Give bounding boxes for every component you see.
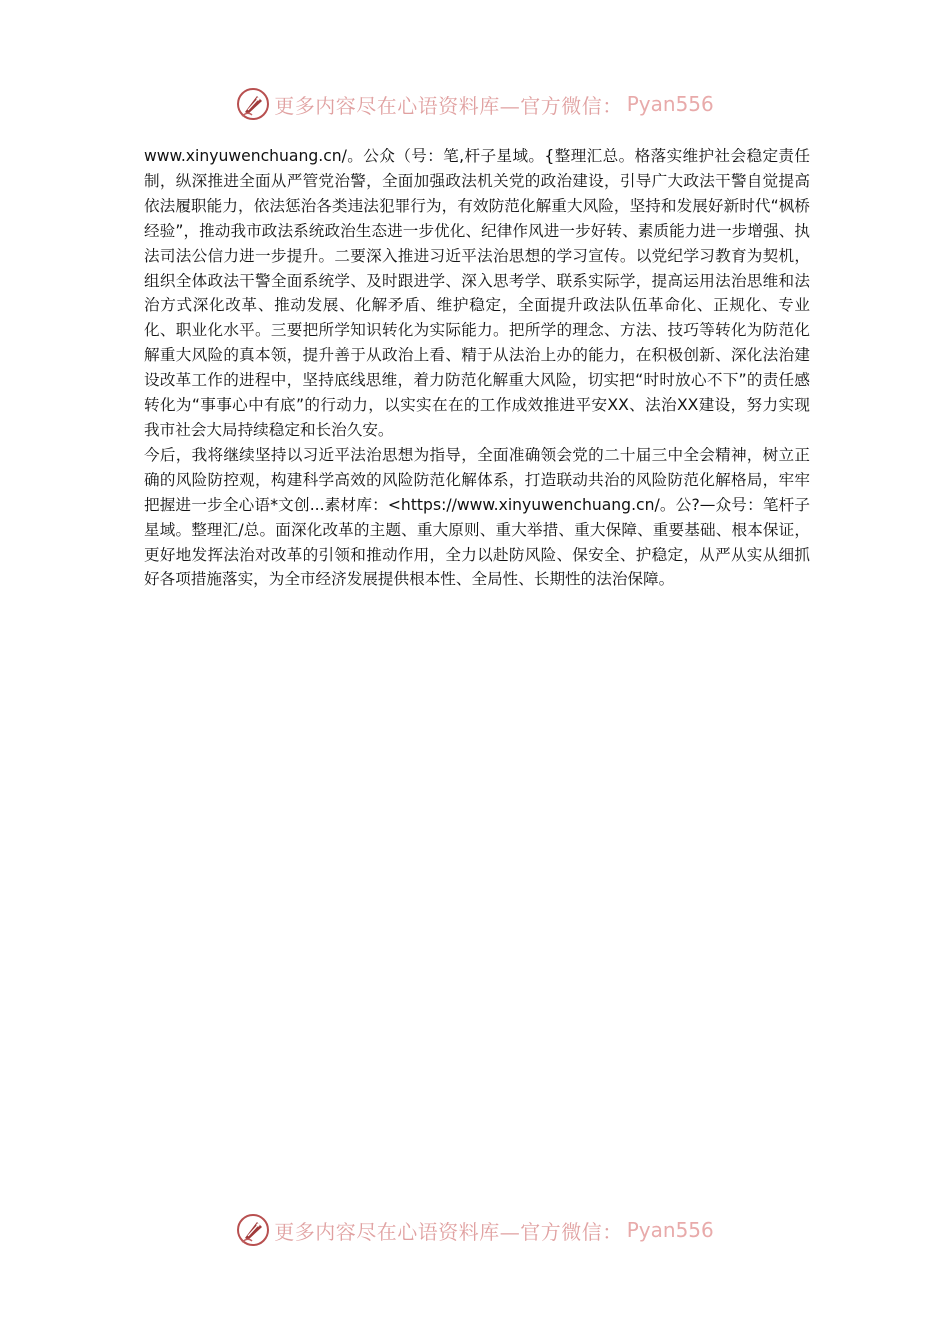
pen-nib-logo-icon	[236, 87, 270, 121]
banner-text: 更多内容尽在心语资料库—官方微信：	[274, 1219, 623, 1244]
header-banner	[0, 82, 950, 126]
banner-wechat-id: Pyan556	[626, 92, 714, 116]
paragraph-1: www.xinyuwenchuang.cn/。公众（号：笔,杆子星域。{整理汇总。格落实维护社会稳定责任制，纵深推进全面从严管党治警，全面加强政法机关党的政治建设，引导广大政法干警自觉提高依法履职能力，依法惩治各类违法犯罪行为，有效防范化解重大风险，坚持和发展好新时代“枫桥经验”，推动我市政法系统政治生态进一步优化、纪律作风进一步好转、素质能力进一步增强、执法司法公信力进一步提升。二要深入推进习近平法治思想的学习宣传。以党纪学习教育为契机，组织全体政法干警全面系统学、及时跟进学、深入思考学、联系实际学，提高运用法治思维和法治方式深化改革、推动发展、化解矛盾、维护稳定，全面提升政法队伍革命化、正规化、专业化、职业化水平。三要把所学知识转化为实际能力。把所学的理念、方法、技巧等转化为防范化解重大风险的真本领，提升善于从政治上看、精于从法治上办的能力，在积极创新、深化法治建设改革工作的进程中，坚持底线思维，着力防范化解重大风险，切实把“时时放心不下”的责任感转化为“事事心中有底”的行动力，以实实在在的工作成效推进平安XX、法治XX建设，努力实现我市社会大局持续稳定和长治久安。	[144, 147, 810, 439]
footer-banner	[0, 1208, 950, 1252]
banner-text: 更多内容尽在心语资料库—官方微信：	[274, 93, 623, 118]
banner-wechat-id: Pyan556	[626, 1218, 714, 1242]
pen-nib-logo-icon	[236, 1213, 270, 1247]
paragraph-2: 今后，我将继续坚持以习近平法治思想为指导，全面准确领会党的二十届三中全会精神，树立正确的风险防控观，构建科学高效的风险防范化解体系，打造联动共治的风险防范化解格局，牢牢把握进一步全心语*文创...素材库：<https://www.xinyuwenchuang.cn/。公?—众号：笔杆子星域。整理汇/总。面深化改革的主题、重大原则、重大举措、重大保障、重要基础、根本保证，更好地发挥法治对改革的引领和推动作用，全力以赴防风险、保安全、护稳定，从严从实从细抓好各项措施落实，为全市经济发展提供根本性、全局性、长期性的法治保障。	[144, 445, 810, 589]
document-body	[144, 144, 810, 592]
